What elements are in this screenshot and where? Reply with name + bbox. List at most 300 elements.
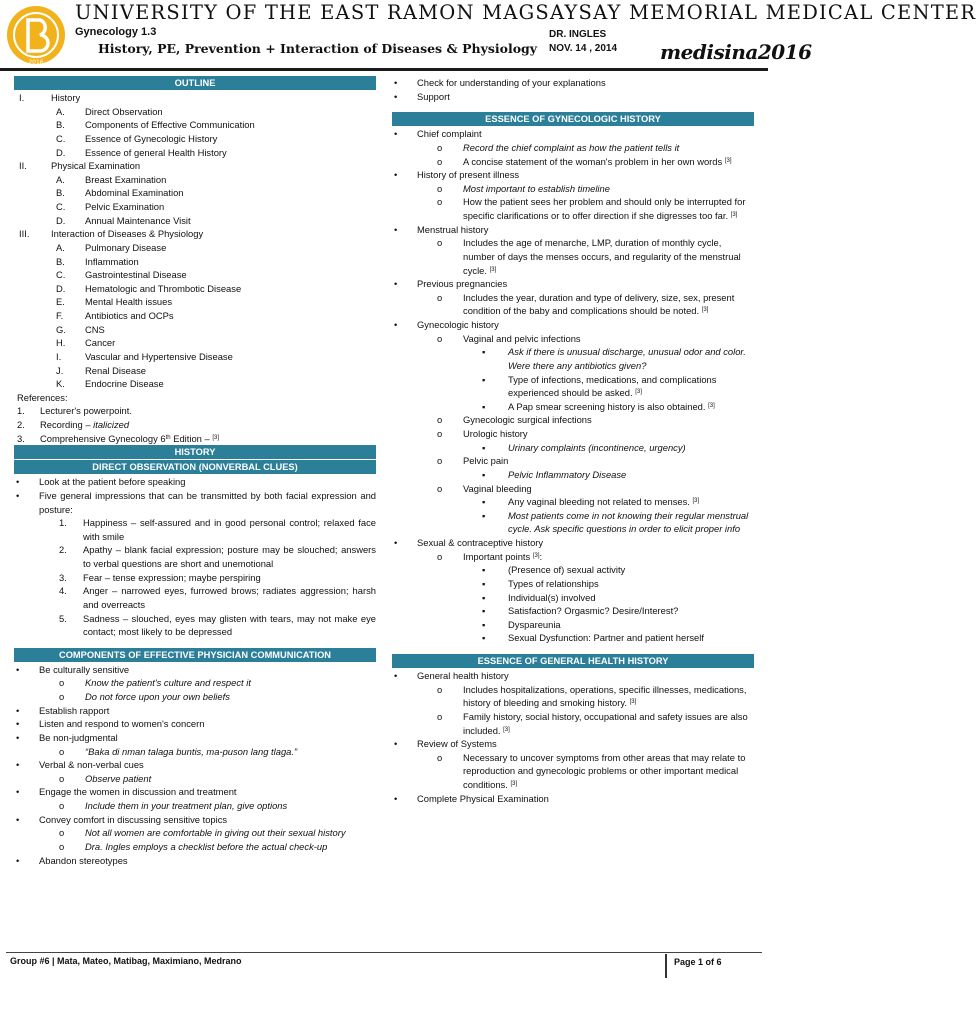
outline-item — [14, 146, 376, 160]
text-run: A Pap smear screening history is also obtained. — [508, 400, 706, 412]
section-header: ESSENCE OF GYNECOLOGIC HISTORY — [392, 112, 754, 126]
text-run: Comprehensive Gynecology 6 — [40, 432, 166, 444]
item-number: C. — [56, 269, 66, 281]
circle-bullet-icon: o — [437, 291, 443, 303]
text-run: Abandon stereotypes — [39, 854, 128, 866]
circle-bullet-icon: o — [437, 751, 443, 763]
bullet-icon: • — [16, 476, 20, 488]
item-text — [463, 428, 528, 439]
circle-bullet-icon: o — [59, 772, 65, 784]
list-item — [392, 127, 754, 141]
sub-list-item — [392, 182, 754, 196]
item-text — [508, 619, 561, 630]
text-run: Listen and respond to women's concern — [39, 718, 205, 730]
text-run: Anger – narrowed eyes, furrowed brows; radiates aggression; harsh and overreacts — [83, 585, 376, 610]
text-run: Check for understanding of your explanations — [417, 77, 606, 88]
item-number: 5. — [59, 612, 67, 624]
item-number: A. — [56, 241, 65, 253]
outline-item — [14, 214, 376, 228]
item-text — [417, 537, 543, 548]
item-text — [39, 855, 128, 866]
text-run: A concise statement of the woman's problem in her own words — [463, 155, 723, 167]
circle-bullet-icon: o — [59, 745, 65, 757]
text-run: Chief complaint — [417, 128, 482, 140]
item-number: G. — [56, 323, 66, 335]
bullet-icon: • — [16, 663, 20, 675]
bullet-icon: • — [394, 77, 398, 88]
item-text — [85, 337, 115, 348]
outline-item — [14, 118, 376, 132]
citation-ref: [3] — [692, 498, 700, 505]
text-run: Mental Health issues — [85, 296, 173, 308]
item-text — [417, 278, 507, 289]
item-text — [85, 106, 163, 117]
item-text — [40, 405, 132, 416]
text-run: Types of relationships — [508, 577, 599, 589]
brand-wordmark: medisina2016 — [660, 40, 812, 64]
bullet-icon: • — [16, 731, 20, 743]
italic-text-run: Do not force upon your own beliefs — [85, 691, 230, 702]
item-text — [39, 759, 144, 770]
text-run: Family history, social history, occupational and safety issues are also included. — [463, 710, 748, 736]
item-text — [508, 632, 704, 643]
outline-item — [14, 364, 376, 378]
square-bullet-icon: ▪ — [482, 509, 486, 521]
item-text — [51, 228, 203, 239]
text-run: Gynecologic surgical infections — [463, 414, 592, 426]
item-text — [463, 711, 748, 736]
item-text — [508, 564, 625, 575]
page-number: Page 1 of 6 — [674, 957, 722, 967]
lecturer-name: DR. INGLES — [549, 29, 607, 40]
list-item — [392, 318, 754, 332]
italic-text-run: Dra. Ingles employs a checklist before the actual check-up — [85, 840, 328, 852]
item-number: D. — [56, 146, 66, 158]
text-run: Components of Effective Communication — [85, 119, 255, 131]
sub-list-item — [392, 631, 754, 645]
outline-item — [14, 200, 376, 214]
text-run: Establish rapport — [39, 704, 110, 716]
text-run: General health history — [417, 670, 509, 681]
item-text — [85, 365, 146, 376]
list-item — [14, 854, 376, 868]
item-number: D. — [56, 282, 66, 294]
item-text — [85, 174, 166, 185]
section-gap — [392, 645, 754, 654]
text-run: Physical Examination — [51, 160, 141, 172]
sub-list-item — [14, 676, 376, 690]
bullet-icon: • — [16, 489, 20, 501]
bullet-icon: • — [16, 759, 20, 771]
bullet-icon: • — [394, 128, 398, 140]
bullet-icon: • — [16, 704, 20, 716]
item-text — [85, 378, 164, 389]
sub-list-item — [392, 141, 754, 155]
text-run: Pelvic Examination — [85, 201, 165, 212]
item-text — [85, 147, 227, 158]
text-run: Essence of general Health History — [85, 146, 227, 158]
sub-list-item — [392, 591, 754, 605]
item-text — [508, 496, 699, 507]
item-text — [85, 119, 255, 130]
sub-list-item — [392, 332, 754, 346]
item-text — [463, 752, 745, 790]
item-text — [463, 196, 745, 221]
bullet-icon: • — [394, 223, 398, 235]
outline-item — [14, 350, 376, 364]
document-footer — [0, 950, 768, 990]
sub-list-item — [392, 495, 754, 509]
section-header: OUTLINE — [14, 76, 376, 90]
outline-item — [14, 132, 376, 146]
item-text — [463, 292, 734, 317]
citation-ref: [3] — [489, 266, 497, 273]
item-text — [463, 142, 679, 153]
circle-bullet-icon: o — [437, 332, 443, 344]
list-item — [14, 813, 376, 827]
square-bullet-icon: ▪ — [482, 441, 486, 453]
item-text — [39, 476, 185, 487]
bullet-icon: • — [394, 738, 398, 750]
text-run: Verbal & non-verbal cues — [39, 759, 144, 771]
item-text — [40, 433, 219, 444]
item-text — [463, 684, 746, 709]
text-run: Antibiotics and OCPs — [85, 310, 174, 321]
sub-list-item — [392, 577, 754, 591]
citation-ref: [3] — [724, 157, 732, 164]
item-text — [85, 800, 287, 811]
outline-item — [14, 173, 376, 187]
text-run: CNS — [85, 323, 105, 335]
text-run: Endocrine Disease — [85, 378, 164, 390]
bullet-icon: • — [394, 278, 398, 290]
citation-ref: [3] — [635, 389, 642, 396]
text-run: Be culturally sensitive — [39, 663, 130, 675]
item-text — [508, 469, 626, 480]
item-text — [40, 419, 129, 430]
item-text — [85, 242, 166, 253]
list-item — [392, 277, 754, 291]
text-run: Gastrointestinal Disease — [85, 269, 187, 281]
sub-list-item — [392, 291, 754, 318]
item-text — [417, 738, 497, 749]
item-number: 2. — [59, 544, 67, 556]
sub-list-item — [392, 413, 754, 427]
list-item — [392, 792, 754, 806]
item-text — [463, 156, 732, 167]
square-bullet-icon: ▪ — [482, 400, 486, 412]
item-text — [417, 128, 482, 139]
bullet-icon: • — [16, 854, 20, 866]
text-run: : — [539, 550, 543, 562]
list-item — [14, 404, 376, 418]
outline-item — [14, 91, 376, 105]
sub-list-item — [392, 195, 754, 222]
bullet-icon: • — [394, 90, 398, 102]
item-text — [463, 237, 741, 275]
university-name: UNIVERSITY OF THE EAST RAMON MAGSAYSAY MEMORIAL MEDICAL CENTER — [75, 1, 976, 24]
sub-list-item — [392, 710, 754, 737]
italic-text-run: Urinary complaints (incontinence, urgency) — [508, 441, 686, 453]
text-run: Menstrual history — [417, 223, 489, 235]
item-number: B. — [56, 255, 65, 267]
bullet-icon: • — [394, 319, 398, 330]
italic-text-run: “Baka di nman talaga buntis, ma-puson lang tlaga.” — [85, 745, 298, 757]
bullet-icon: • — [16, 786, 20, 798]
circle-bullet-icon: o — [437, 455, 443, 467]
footer-rule — [6, 952, 762, 953]
text-run: Convey comfort in discussing sensitive topics — [39, 813, 228, 825]
text-run: Edition – — [170, 432, 213, 444]
item-number: 1. — [59, 517, 67, 529]
circle-bullet-icon: o — [437, 237, 443, 249]
item-number: K. — [56, 378, 65, 390]
text-run: Hematologic and Thrombotic Disease — [85, 282, 242, 294]
list-item — [14, 731, 376, 745]
item-number: I. — [56, 350, 62, 362]
sub-list-item — [392, 400, 754, 414]
text-run: Satisfaction? Orgasmic? Desire/Interest? — [508, 605, 679, 617]
item-number: I. — [19, 92, 25, 103]
text-run: Breast Examination — [85, 173, 167, 185]
outline-item — [14, 295, 376, 309]
item-text — [39, 718, 204, 729]
circle-bullet-icon: o — [437, 141, 443, 153]
item-number: E. — [56, 296, 65, 308]
sub-list-item — [392, 509, 754, 536]
outline-item — [14, 336, 376, 350]
circle-bullet-icon: o — [437, 428, 443, 439]
citation-ref: [3] — [503, 726, 510, 733]
item-text — [51, 92, 80, 103]
text-run: Vaginal and pelvic infections — [463, 332, 581, 344]
item-text — [508, 592, 596, 603]
list-item — [14, 543, 376, 570]
header-rule — [0, 68, 768, 71]
outline-item — [14, 282, 376, 296]
list-item — [14, 758, 376, 772]
item-number: 3. — [17, 432, 25, 444]
section-gap — [14, 639, 376, 648]
list-item — [14, 663, 376, 677]
item-text — [85, 283, 241, 294]
item-text — [85, 187, 184, 198]
right-column — [392, 76, 754, 805]
circle-bullet-icon: o — [437, 710, 443, 722]
list-item — [14, 489, 376, 516]
item-text — [417, 91, 450, 102]
sub-list-item — [392, 236, 754, 277]
circle-bullet-icon: o — [437, 550, 443, 562]
left-column — [14, 76, 376, 867]
item-text — [83, 517, 376, 542]
text-run: Five general impressions that can be transmitted by both facial expression and posture: — [39, 489, 376, 515]
text-run: Important points — [463, 550, 531, 562]
text-run: Any vaginal bleeding not related to menses. — [508, 496, 690, 508]
item-text — [39, 786, 237, 797]
circle-bullet-icon: o — [437, 482, 443, 494]
item-text — [508, 578, 599, 589]
citation-ref: [3] — [532, 552, 540, 559]
text-run: Necessary to uncover symptoms from other areas that may relate to reproduction and gynecologic problems or other important medical conditions. — [463, 751, 746, 790]
svg-text:2016: 2016 — [28, 59, 44, 66]
list-item — [392, 168, 754, 182]
item-number: III. — [19, 228, 30, 240]
footer-separator — [665, 954, 667, 978]
outline-item — [14, 241, 376, 255]
text-run: Happiness – self-assured and in good personal control; relaxed face with smile — [83, 517, 376, 542]
item-text — [463, 483, 532, 494]
list-item — [14, 612, 376, 639]
text-run: Type of infections, medications, and complications experienced should be asked. — [508, 373, 717, 399]
document-header — [0, 0, 976, 72]
sub-list-item — [392, 373, 754, 400]
sub-list-item — [392, 427, 754, 441]
item-text — [85, 215, 191, 226]
text-run: Direct Observation — [85, 105, 163, 117]
item-text — [83, 572, 261, 583]
list-item — [392, 223, 754, 237]
item-text — [85, 296, 172, 307]
sub-list-item — [392, 550, 754, 564]
item-text — [83, 544, 376, 569]
item-text — [51, 160, 140, 171]
text-run: References: — [17, 391, 68, 403]
square-bullet-icon: ▪ — [482, 632, 486, 644]
italic-text-run: Know the patient's culture and respect it — [85, 677, 251, 689]
university-logo-icon — [6, 2, 66, 68]
list-item — [14, 475, 376, 489]
ordinal-suffix: th — [165, 434, 171, 441]
text-run: Sexual Dysfunction: Partner and patient herself — [508, 632, 704, 644]
sub-list-item — [392, 468, 754, 482]
text-run: Vascular and Hypertensive Disease — [85, 350, 233, 362]
text-run: History of present illness — [417, 169, 520, 181]
outline-item — [14, 323, 376, 337]
text-run: Annual Maintenance Visit — [85, 214, 191, 226]
italic-text-run: Observe patient — [85, 772, 152, 784]
text-run: Includes the year, duration and type of delivery, size, sex, present condition of the baby and complications should be noted. — [463, 291, 735, 317]
item-text — [417, 224, 488, 235]
item-text — [39, 732, 118, 743]
item-text — [508, 346, 746, 371]
text-run: Complete Physical Examination — [417, 792, 549, 804]
square-bullet-icon: ▪ — [482, 605, 486, 617]
circle-bullet-icon: o — [59, 827, 65, 839]
text-run: Pulmonary Disease — [85, 241, 167, 253]
list-item — [14, 432, 376, 446]
item-text — [417, 77, 606, 88]
text-run: Urologic history — [463, 428, 528, 439]
circle-bullet-icon: o — [437, 196, 443, 208]
group-members: Group #6 | Mata, Mateo, Matibag, Maximiano, Medrano — [10, 956, 242, 966]
italic-text-run: Most patients come in not knowing their regular menstrual cycle. Ask specific questions in order to elicit proper info — [508, 509, 749, 535]
item-number: 2. — [17, 419, 25, 430]
item-number: C. — [56, 201, 66, 212]
text-run: Apathy – blank facial expression; posture may be slouched; answers to verbal questions are short and unemotional — [83, 544, 376, 569]
section-gap — [392, 103, 754, 112]
square-bullet-icon: ▪ — [482, 496, 486, 508]
section-header: DIRECT OBSERVATION (NONVERBAL CLUES) — [14, 460, 376, 474]
text-run: Pelvic pain — [463, 455, 509, 467]
sub-list-item — [14, 745, 376, 759]
circle-bullet-icon: o — [59, 840, 65, 852]
item-text — [39, 490, 376, 515]
item-text — [17, 392, 68, 403]
sub-list-item — [14, 840, 376, 854]
italic-text-run: Ask if there is unusual discharge, unusual odor and color. Were there any antibiotics given? — [508, 346, 746, 371]
item-text — [508, 374, 716, 399]
text-run: Includes the age of menarche, LMP, duration of monthly cycle, number of days the menses occurs, and regularity of the menstrual cycle. — [463, 237, 741, 276]
item-number: 4. — [59, 585, 67, 597]
circle-bullet-icon: o — [59, 691, 65, 702]
item-number: 3. — [59, 571, 67, 583]
section-header: HISTORY — [14, 445, 376, 459]
lecture-date: NOV. 14 , 2014 — [549, 43, 618, 54]
square-bullet-icon: ▪ — [482, 591, 486, 603]
bullet-icon: • — [394, 670, 398, 681]
item-text — [85, 773, 151, 784]
outline-item — [14, 186, 376, 200]
citation-ref: [3] — [510, 781, 518, 787]
bullet-icon: • — [16, 718, 20, 730]
item-text — [85, 269, 187, 280]
list-item — [14, 785, 376, 799]
sub-list-item — [14, 772, 376, 786]
list-item — [392, 90, 754, 104]
item-text — [508, 442, 686, 453]
italic-text-run: Include them in your treatment plan, give options — [85, 800, 288, 811]
circle-bullet-icon: o — [59, 800, 65, 811]
text-run: History — [51, 92, 81, 103]
sub-list-item — [14, 799, 376, 813]
item-text — [85, 677, 251, 688]
item-text — [508, 510, 748, 535]
item-text — [508, 605, 678, 616]
sub-list-item — [392, 441, 754, 455]
section-header: COMPONENTS OF EFFECTIVE PHYSICIAN COMMUNICATION — [14, 648, 376, 662]
item-text — [85, 324, 105, 335]
circle-bullet-icon: o — [59, 677, 65, 689]
sub-list-item — [392, 604, 754, 618]
item-text — [417, 793, 549, 804]
outline-item — [14, 268, 376, 282]
lecture-topic: History, PE, Prevention + Interaction of Diseases & Physiology — [98, 41, 538, 56]
item-text — [85, 256, 139, 267]
circle-bullet-icon: o — [437, 683, 443, 695]
item-number: 1. — [17, 405, 25, 417]
outline-item — [14, 159, 376, 173]
item-text — [463, 183, 610, 194]
list-item — [392, 76, 754, 90]
circle-bullet-icon: o — [437, 155, 443, 167]
item-number: B. — [56, 187, 65, 199]
square-bullet-icon: ▪ — [482, 618, 486, 630]
item-text — [85, 310, 174, 321]
text-run: Interaction of Diseases & Physiology — [51, 228, 204, 240]
text-run: Vaginal bleeding — [463, 482, 532, 494]
item-text — [85, 691, 230, 702]
sub-list-item — [14, 826, 376, 840]
item-text — [463, 414, 592, 425]
sub-list-item — [14, 690, 376, 704]
text-run: How the patient sees her problem and should only be interrupted for specific clarifications or to offer direction if she digresses too far. — [463, 196, 746, 221]
circle-bullet-icon: o — [437, 182, 443, 194]
item-text — [83, 613, 376, 638]
sub-list-item — [392, 751, 754, 792]
item-number: A. — [56, 105, 65, 117]
outline-item — [14, 105, 376, 119]
